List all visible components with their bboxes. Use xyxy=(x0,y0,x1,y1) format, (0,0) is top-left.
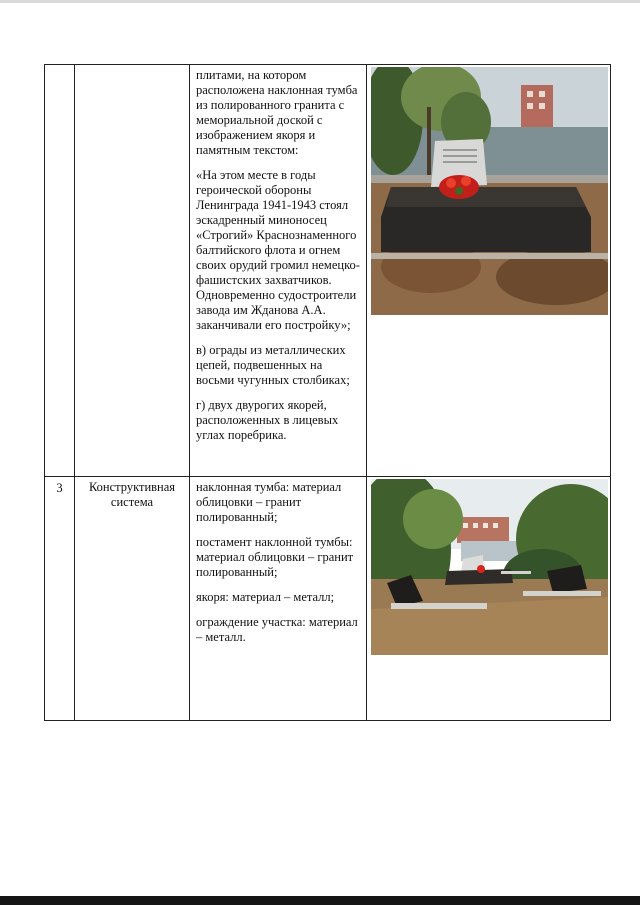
row-photo-cell xyxy=(367,65,611,477)
description-paragraph: наклонная тумба: материал облицовки – гранит полированный; xyxy=(196,480,342,524)
description-paragraph: ограждение участка: материал – металл. xyxy=(196,615,358,644)
description-paragraph: якоря: материал – металл; xyxy=(196,590,335,604)
row-number-cell xyxy=(45,65,75,477)
description-paragraph: постамент наклонной тумбы: материал облицовки – гранит полированный; xyxy=(196,535,354,579)
monument-description-table xyxy=(44,64,611,721)
page-top-edge xyxy=(0,0,640,3)
row-description-cell xyxy=(190,65,367,477)
table-row xyxy=(45,65,611,477)
description-paragraph: плитами, на котором расположена наклонная тумба из полированного гранита с мемориальной доской с изображением якоря и памятным текстом: xyxy=(196,68,358,157)
description-paragraph: в) ограды из металлических цепей, подвешенных на восьми чугунных столбиках; xyxy=(196,343,350,387)
monument-overview-photo xyxy=(371,479,608,655)
row-name-cell: Конструктивная система xyxy=(75,477,190,721)
row-name-cell xyxy=(75,65,190,477)
monument-closeup-photo xyxy=(371,67,608,315)
table-row xyxy=(45,477,611,721)
page-bottom-edge xyxy=(0,896,640,905)
row-photo-cell xyxy=(367,477,611,721)
row-number-cell: 3 xyxy=(45,477,75,721)
row-description-cell xyxy=(190,477,367,721)
description-paragraph: «На этом месте в годы героической обороны Ленинграда 1941-1943 стоял эскадренный миноносец «Строгий» Краснознаменного балтийского флота и огнем своих орудий громил немецко-фашистских захватчиков. Одновременно судостроители завода им Жданова А.А. заканчивали его постройку»; xyxy=(196,168,360,332)
description-paragraph: г) двух двурогих якорей, расположенных в лицевых углах поребрика. xyxy=(196,398,339,442)
